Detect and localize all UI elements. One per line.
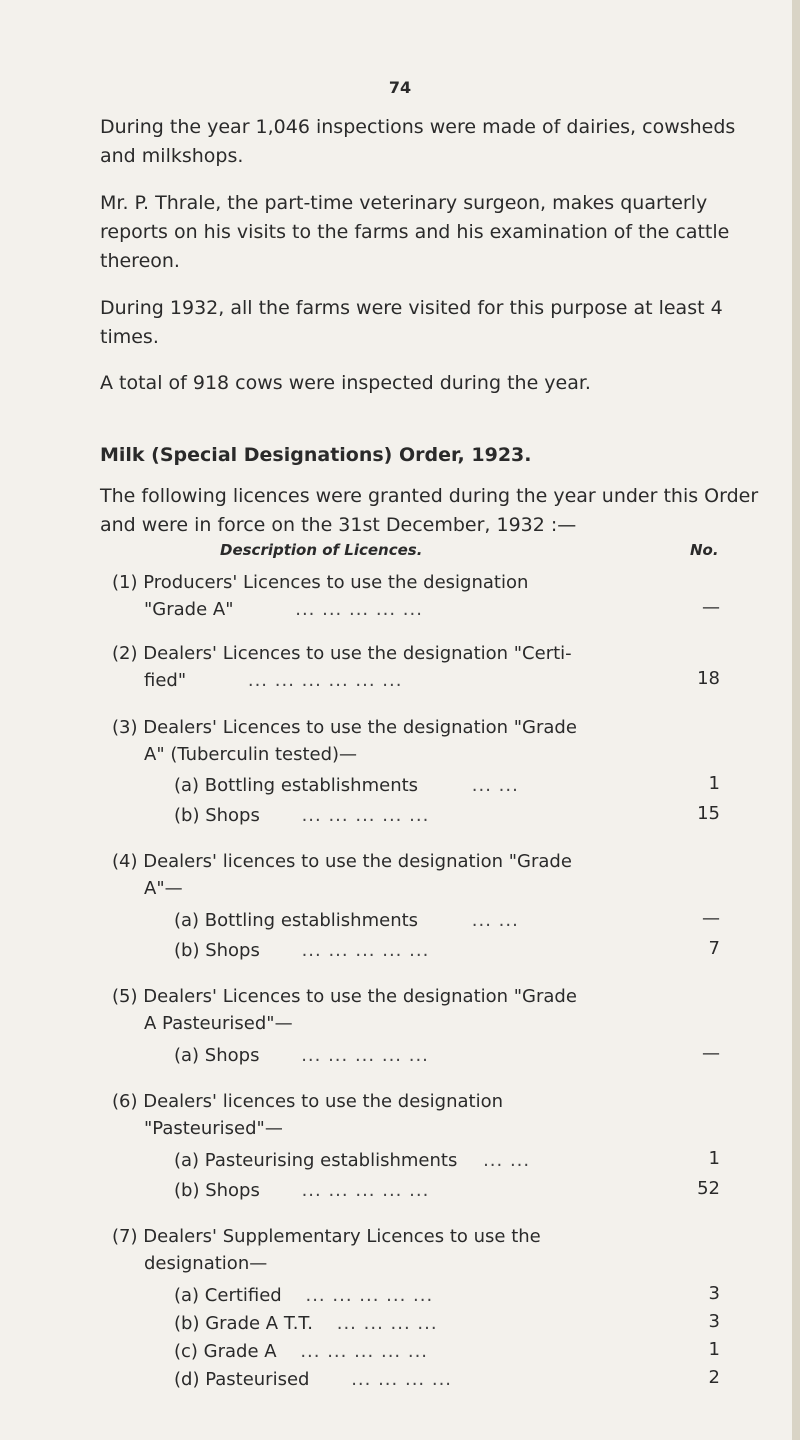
licence-4-line2: A"— (144, 878, 183, 899)
licence-1-line1: (1) Producers' Licences to use the designation (112, 572, 529, 593)
licence-6b-value: 52 (697, 1178, 720, 1199)
licence-1-line2: "Grade A" ... ... ... ... ... (144, 599, 423, 620)
section-intro: The following licences were granted during the year under this Order and were in force on the 31st December, 1932 :— (100, 485, 759, 536)
licence-6b: (b) Shops ... ... ... ... ... (174, 1180, 430, 1201)
licence-3-line1: (3) Dealers' Licences to use the designation "Grade (112, 717, 577, 738)
licence-7-line1: (7) Dealers' Supplementary Licences to use the (112, 1226, 541, 1247)
licence-7c: (c) Grade A ... ... ... ... ... (174, 1341, 429, 1362)
licence-3b: (b) Shops ... ... ... ... ... (174, 805, 430, 826)
licence-7c-value: 1 (708, 1339, 720, 1360)
page-number: 74 (388, 78, 412, 97)
page-edge (792, 0, 800, 1440)
licence-7a: (a) Certified ... ... ... ... ... (174, 1285, 434, 1306)
licence-2-value: 18 (697, 668, 720, 689)
column-header-description: Description of Licences. (220, 541, 423, 559)
licence-2-line2: fied" ... ... ... ... ... ... (144, 670, 403, 691)
licence-4a: (a) Bottling establishments ... ... (174, 910, 519, 931)
licence-4b-value: 7 (708, 938, 720, 959)
licence-6a-value: 1 (708, 1148, 720, 1169)
licence-7-line2: designation— (144, 1253, 268, 1274)
licence-4a-value: — (702, 908, 720, 929)
licence-6-line1: (6) Dealers' licences to use the designation (112, 1091, 504, 1112)
licence-5-line1: (5) Dealers' Licences to use the designation "Grade (112, 986, 577, 1007)
licence-5-line2: A Pasteurised"— (144, 1013, 293, 1034)
paragraph-veterinary: Mr. P. Thrale, the part-time veterinary surgeon, makes quarterly reports on his visits to the farms and his examination of the cattle thereon. (100, 192, 730, 272)
paragraph-inspections: During the year 1,046 inspections were made of dairies, cowsheds and milkshops. (100, 116, 736, 167)
paragraph-farm-visits: During 1932, all the farms were visited for this purpose at least 4 times. (100, 297, 723, 348)
licence-7b-value: 3 (708, 1311, 720, 1332)
licence-7d-value: 2 (708, 1367, 720, 1388)
section-heading: Milk (Special Designations) Order, 1923. (100, 444, 532, 466)
licence-7d: (d) Pasteurised ... ... ... ... (174, 1369, 453, 1390)
licence-5a-value: — (702, 1043, 720, 1064)
licence-7a-value: 3 (708, 1283, 720, 1304)
licence-3-line2: A" (Tuberculin tested)— (144, 744, 358, 765)
licence-3a: (a) Bottling establishments ... ... (174, 775, 519, 796)
licence-5a: (a) Shops ... ... ... ... ... (174, 1045, 429, 1066)
licence-6-line2: "Pasteurised"— (144, 1118, 283, 1139)
licence-4-line1: (4) Dealers' licences to use the designation "Grade (112, 851, 572, 872)
licence-4b: (b) Shops ... ... ... ... ... (174, 940, 430, 961)
column-header-number: No. (690, 541, 719, 559)
licence-7b: (b) Grade A T.T. ... ... ... ... (174, 1313, 438, 1334)
licence-2-line1: (2) Dealers' Licences to use the designation "Certi- (112, 643, 572, 664)
licence-1-value: — (702, 597, 720, 618)
licence-3b-value: 15 (697, 803, 720, 824)
licence-6a: (a) Pasteurising establishments ... ... (174, 1150, 531, 1171)
paragraph-cows-total: A total of 918 cows were inspected during the year. (100, 372, 591, 394)
licence-3a-value: 1 (708, 773, 720, 794)
